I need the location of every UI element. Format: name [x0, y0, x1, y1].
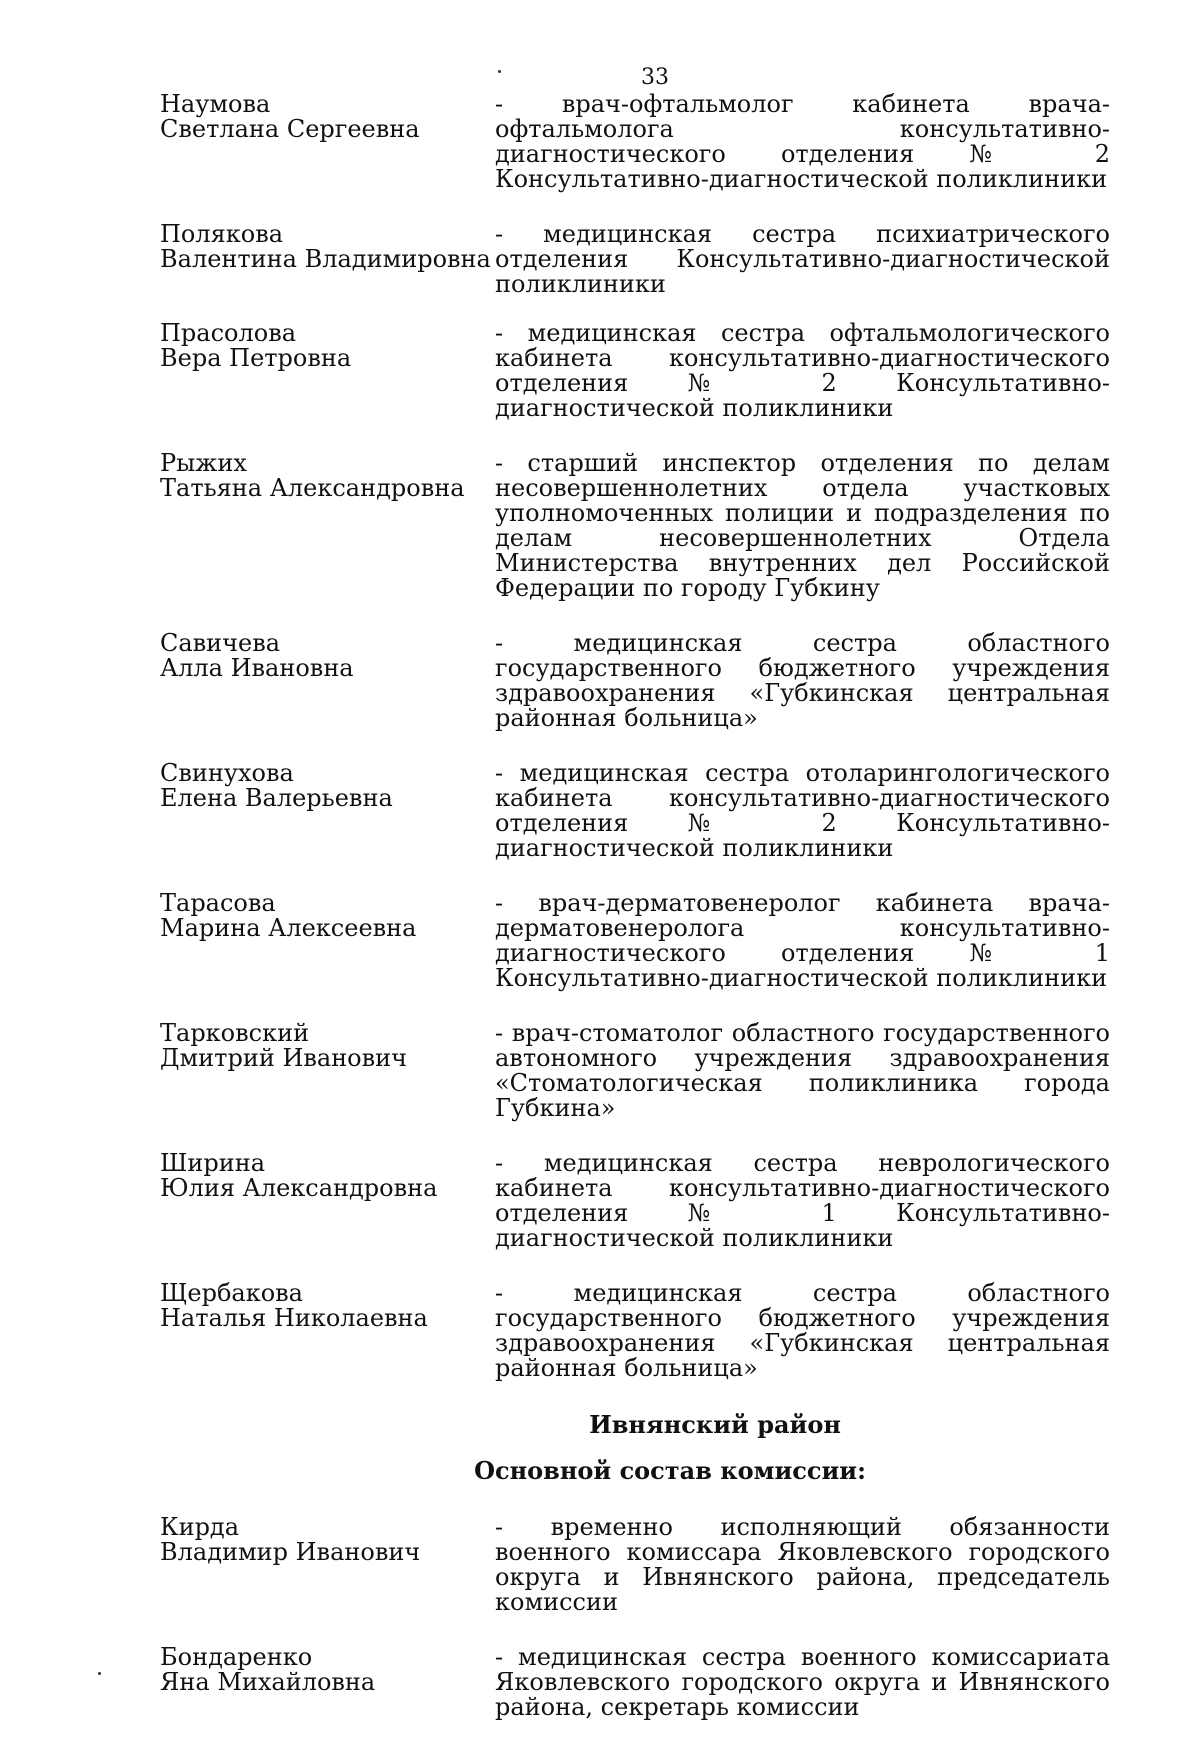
member-surname: Свинухова	[160, 759, 294, 787]
member-surname: Полякова	[160, 220, 284, 248]
member-surname: Кирда	[160, 1513, 240, 1541]
member-entry	[160, 761, 1120, 861]
member-role: - старший инспектор отделения по делам несовершеннолетних отдела участковых уполномоченных полиции и подразделения по делам несовершеннолетних Отдела Министерства внутренних дел Российской Федерации по городу Губкину	[495, 449, 1110, 602]
member-given-names: Валентина Владимировна	[160, 245, 491, 273]
member-given-names: Светлана Сергеевна	[160, 115, 420, 143]
member-role: - медицинская сестра областного государственного бюджетного учреждения здравоохранения «Губкинская центральная районная больница»	[495, 1279, 1110, 1382]
member-given-names: Яна Михайловна	[160, 1668, 376, 1696]
member-given-names: Алла Ивановна	[160, 654, 354, 682]
member-role: - врач-офтальмолог кабинета врача-офтальмолога консультативно-диагностического отделения № 2 Консультативно-диагностической поликлиники	[495, 90, 1110, 193]
member-surname: Тарковский	[160, 1019, 310, 1047]
member-role: - медицинская сестра областного государственного бюджетного учреждения здравоохранения «Губкинская центральная районная больница»	[495, 629, 1110, 732]
member-entry	[160, 321, 1120, 421]
member-name	[160, 1645, 495, 1695]
member-name	[160, 1515, 495, 1565]
member-role: - медицинская сестра отоларингологического кабинета консультативно-диагностического отделения № 2 Консультативно-диагностической поликлиники	[495, 759, 1110, 862]
member-given-names: Юлия Александровна	[160, 1174, 438, 1202]
member-surname: Савичева	[160, 629, 281, 657]
member-given-names: Вера Петровна	[160, 344, 352, 372]
member-given-names: Дмитрий Иванович	[160, 1044, 408, 1072]
member-surname: Рыжих	[160, 449, 247, 477]
member-entry	[160, 891, 1120, 991]
member-name	[160, 222, 495, 272]
member-given-names: Наталья Николаевна	[160, 1304, 428, 1332]
member-name	[160, 1021, 495, 1071]
member-surname: Наумова	[160, 90, 271, 118]
member-role: - медицинская сестра офтальмологического кабинета консультативно-диагностического отделения № 2 Консультативно-диагностической поликлиники	[495, 319, 1110, 422]
member-name	[160, 761, 495, 811]
member-role: - медицинская сестра военного комиссариата Яковлевского городского округа и Ивнянского района, секретарь комиссии	[495, 1643, 1110, 1721]
member-given-names: Марина Алексеевна	[160, 914, 417, 942]
member-entry	[160, 451, 1120, 601]
member-name	[160, 321, 495, 371]
member-name	[160, 1151, 495, 1201]
member-surname: Бондаренко	[160, 1643, 313, 1671]
section-title: Ивнянский район	[589, 1410, 841, 1439]
member-entry	[160, 1021, 1120, 1121]
member-role: - медицинская сестра психиатрического отделения Консультативно-диагностической поликлиники	[495, 220, 1110, 298]
member-name	[160, 92, 495, 142]
member-role: - временно исполняющий обязанности военного комиссара Яковлевского городского округа и Ивнянского района, председатель комиссии	[495, 1513, 1110, 1616]
section-subtitle: Основной состав комиссии:	[474, 1456, 866, 1485]
member-name	[160, 451, 495, 501]
member-entry	[160, 1281, 1120, 1381]
member-entry	[160, 631, 1120, 731]
member-surname: Ширина	[160, 1149, 266, 1177]
member-entry	[160, 1515, 1120, 1615]
member-surname: Тарасова	[160, 889, 276, 917]
member-entry	[160, 1645, 1120, 1720]
page-number: 33	[641, 65, 669, 90]
member-surname: Щербакова	[160, 1279, 303, 1307]
member-entry	[160, 1151, 1120, 1251]
member-role: - врач-стоматолог областного государственного автономного учреждения здравоохранения «Стоматологическая поликлиника города Губкина»	[495, 1019, 1110, 1122]
member-entry	[160, 222, 1120, 297]
member-given-names: Елена Валерьевна	[160, 784, 393, 812]
member-name	[160, 1281, 495, 1331]
scan-speck	[498, 70, 501, 73]
member-given-names: Владимир Иванович	[160, 1538, 421, 1566]
member-entry	[160, 92, 1120, 192]
scan-speck	[98, 1672, 101, 1675]
member-given-names: Татьяна Александровна	[160, 474, 465, 502]
member-surname: Прасолова	[160, 319, 297, 347]
member-name	[160, 631, 495, 681]
commission-list	[160, 92, 1120, 1750]
member-name	[160, 891, 495, 941]
member-role: - врач-дерматовенеролог кабинета врача-дерматовенеролога консультативно-диагностического отделения № 1 Консультативно-диагностической поликлиники	[495, 889, 1110, 992]
member-role: - медицинская сестра неврологического кабинета консультативно-диагностического отделения № 1 Консультативно-диагностической поликлиники	[495, 1149, 1110, 1252]
